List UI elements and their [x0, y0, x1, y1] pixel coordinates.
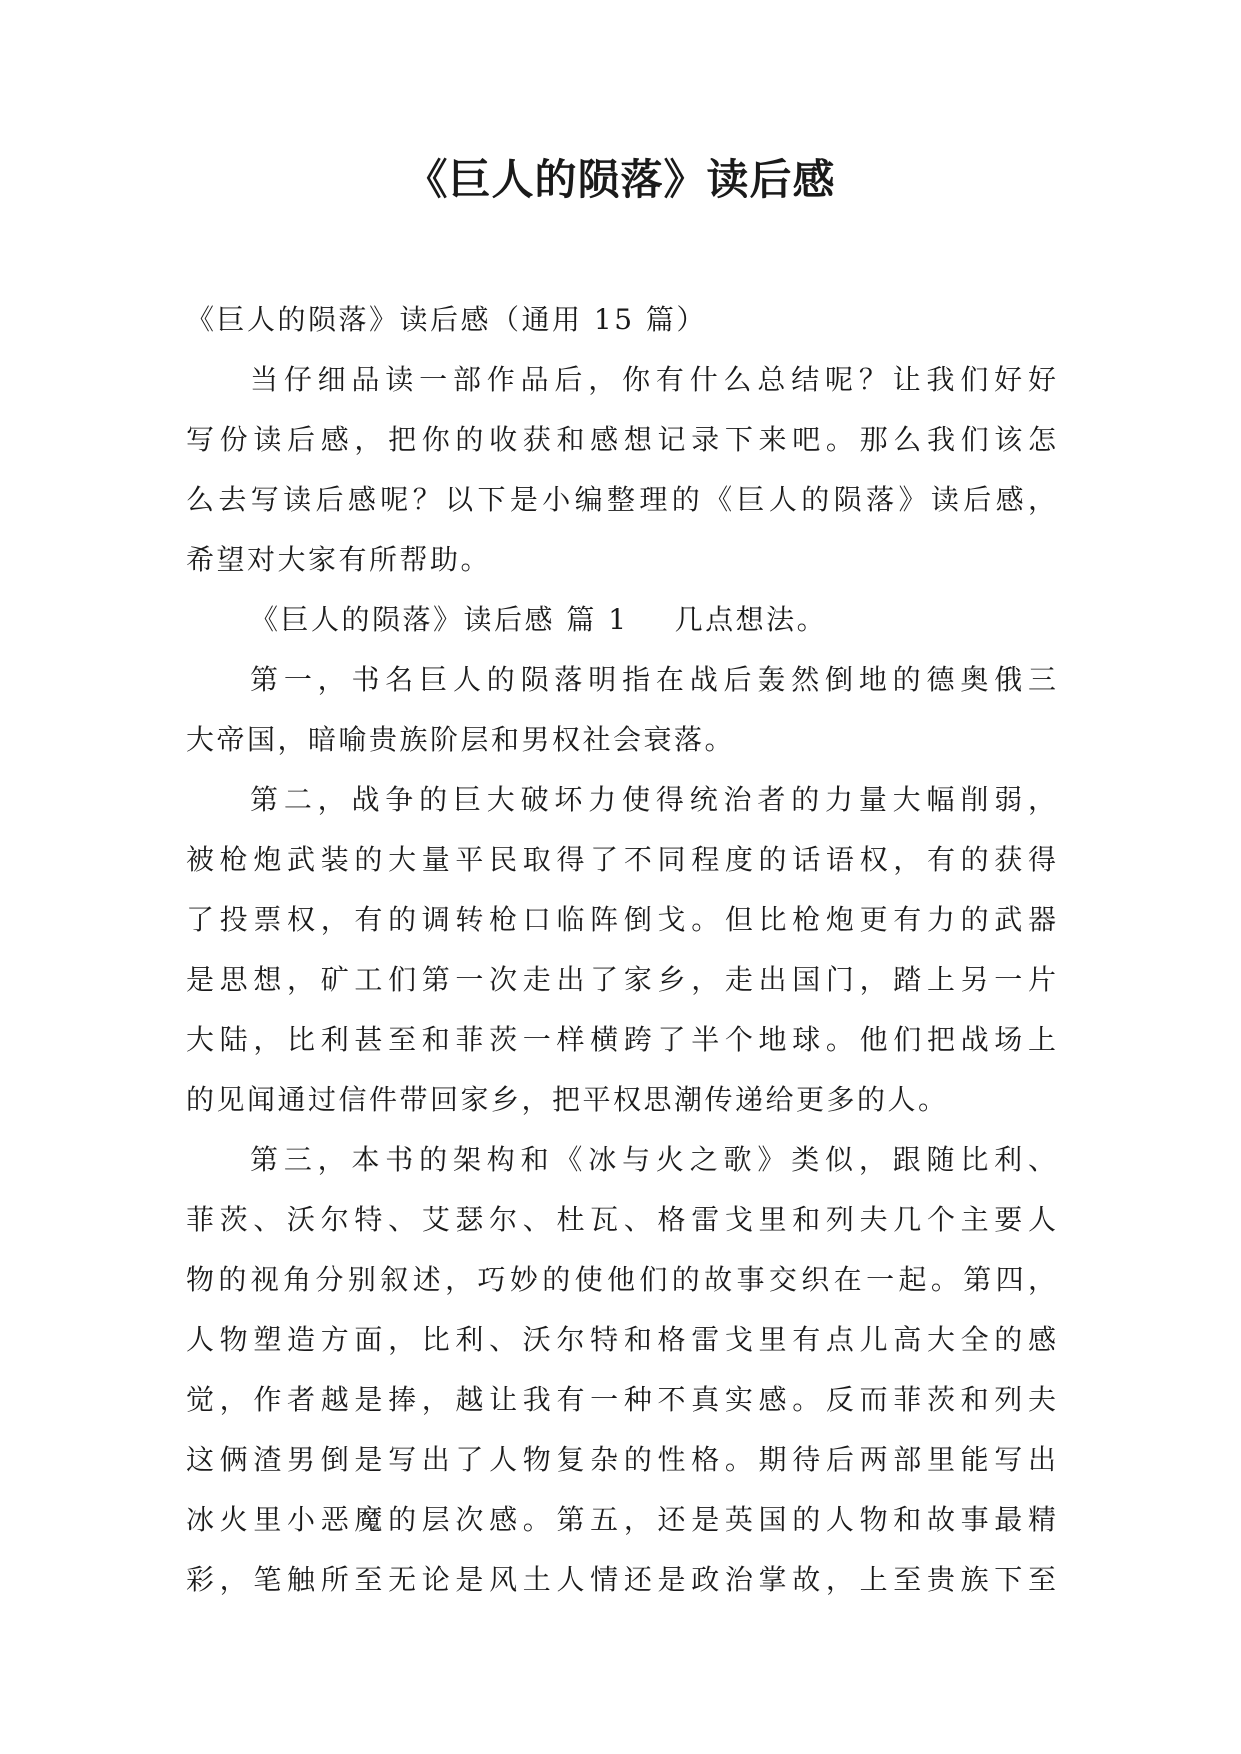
paragraph-line: 这俩渣男倒是写出了人物复杂的性格。期待后两部里能写出 [186, 1443, 1056, 1476]
intro-line: 希望对大家有所帮助。 [186, 543, 492, 576]
paragraph-line: 人物塑造方面，比利、沃尔特和格雷戈里有点儿高大全的感 [186, 1323, 1056, 1356]
paragraph-line: 彩，笔触所至无论是风土人情还是政治掌故，上至贵族下至 [186, 1563, 1056, 1596]
paragraph-line: 的见闻通过信件带回家乡，把平权思潮传递给更多的人。 [186, 1083, 949, 1116]
paragraph-line: 第一，书名巨人的陨落明指在战后轰然倒地的德奥俄三 [250, 663, 1056, 696]
document-title: 《巨人的陨落》读后感 [405, 155, 836, 204]
paragraph-line: 大陆，比利甚至和菲茨一样横跨了半个地球。他们把战场上 [186, 1023, 1056, 1056]
section-heading-line [186, 590, 1056, 650]
document-body [186, 290, 1056, 1610]
intro-line: 么去写读后感呢？以下是小编整理的《巨人的陨落》读后感， [186, 483, 1056, 516]
paragraph-line: 被枪炮武装的大量平民取得了不同程度的话语权，有的获得 [186, 843, 1056, 876]
paragraph-line: 冰火里小恶魔的层次感。第五，还是英国的人物和故事最精 [186, 1503, 1056, 1536]
section-heading: 《巨人的陨落》读后感 篇 1 [250, 603, 629, 636]
paragraph-line: 觉，作者越是捧，越让我有一种不真实感。反而菲茨和列夫 [186, 1383, 1056, 1416]
paragraph-line: 菲茨、沃尔特、艾瑟尔、杜瓦、格雷戈里和列夫几个主要人 [186, 1203, 1056, 1236]
paragraph-line: 第三，本书的架构和《冰与火之歌》类似，跟随比利、 [250, 1143, 1056, 1176]
intro-line: 当仔细品读一部作品后，你有什么总结呢？让我们好好 [250, 363, 1056, 396]
paragraph-line: 是思想，矿工们第一次走出了家乡，走出国门，踏上另一片 [186, 963, 1056, 996]
paragraph-line: 第二，战争的巨大破坏力使得统治者的力量大幅削弱， [250, 783, 1056, 816]
paragraph-line: 物的视角分别叙述，巧妙的使他们的故事交织在一起。第四， [186, 1263, 1056, 1296]
section-lead: 几点想法。 [674, 603, 828, 636]
intro-line: 写份读后感，把你的收获和感想记录下来吧。那么我们该怎 [186, 423, 1056, 456]
paragraph-line: 大帝国，暗喻贵族阶层和男权社会衰落。 [186, 723, 736, 756]
document-subtitle: 《巨人的陨落》读后感（通用 15 篇） [186, 303, 707, 336]
paragraph-line: 了投票权，有的调转枪口临阵倒戈。但比枪炮更有力的武器 [186, 903, 1056, 936]
